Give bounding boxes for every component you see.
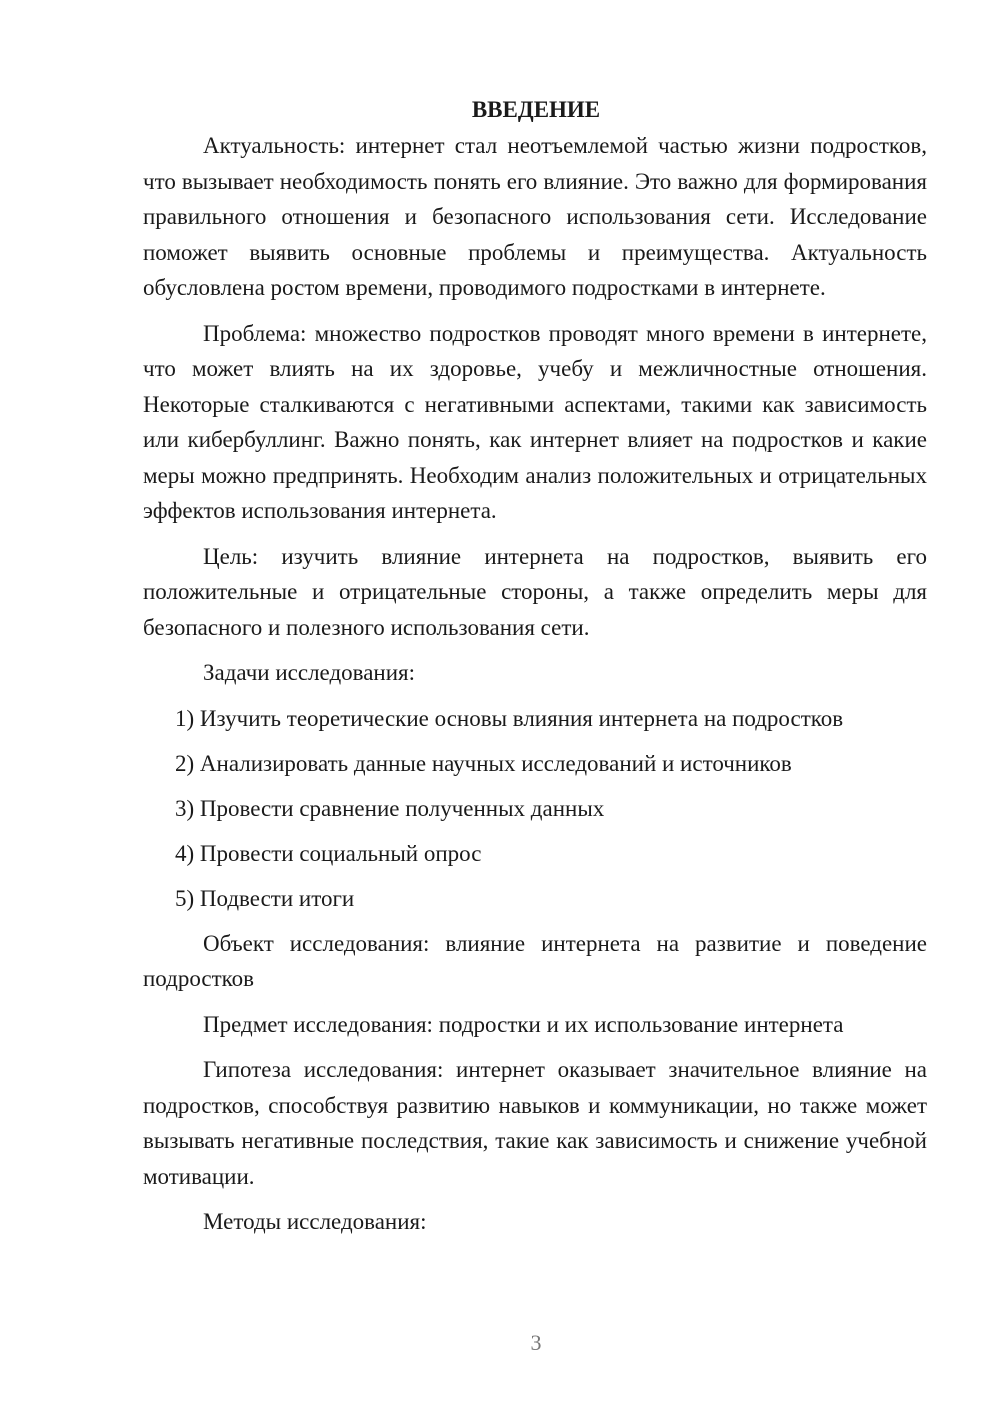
subject-paragraph: Предмет исследования: подростки и их использование интернета <box>203 1011 844 1037</box>
problem-paragraph: Проблема: множество подростков проводят много времени в интернете, что может влиять на их здоровье, учебу и межличностные отношения. Некоторые сталкиваются с негативными аспектами, такими как зависимость или кибербуллинг. Важно понять, как интернет влияет на подростков и какие меры можно предпринять. Необходим анализ положительных и отрицательных эффектов использования интернета. <box>143 320 927 523</box>
methods-heading: Методы исследования: <box>203 1209 427 1234</box>
goal-paragraph: Цель: изучить влияние интернета на подростков, выявить его положительные и отрицательные стороны, а также определить меры для безопасного и полезного использования сети. <box>143 543 927 640</box>
page-content <box>143 92 927 1240</box>
task-item-1: 1) Изучить теоретические основы влияния интернета на подростков <box>175 705 844 731</box>
hypothesis-paragraph: Гипотеза исследования: интернет оказывает значительное влияние на подростков, способствуя развитию навыков и коммуникации, но также может вызывать негативные последствия, такие как зависимость и снижение учебной мотивации. <box>143 1057 927 1189</box>
page-title: ВВЕДЕНИЕ <box>471 97 601 122</box>
task-item-3: 3) Провести сравнение полученных данных <box>175 795 605 821</box>
tasks-heading: Задачи исследования: <box>203 660 416 685</box>
task-item-2: 2) Анализировать данные научных исследований и источников <box>175 750 792 776</box>
page-number: 3 <box>530 1330 542 1355</box>
task-item-5: 5) Подвести итоги <box>175 885 355 911</box>
task-item-4: 4) Провести социальный опрос <box>175 840 482 866</box>
object-paragraph: Объект исследования: влияние интернета на развитие и поведение подростков <box>143 930 927 991</box>
relevance-paragraph: Актуальность: интернет стал неотъемлемой частью жизни подростков, что вызывает необходимость понять его влияние. Это важно для формирования правильного отношения и безопасного использования сети. Исследование поможет выявить основные проблемы и преимущества. Актуальность обусловлена ростом времени, проводимого подростками в интернете. <box>143 133 927 300</box>
